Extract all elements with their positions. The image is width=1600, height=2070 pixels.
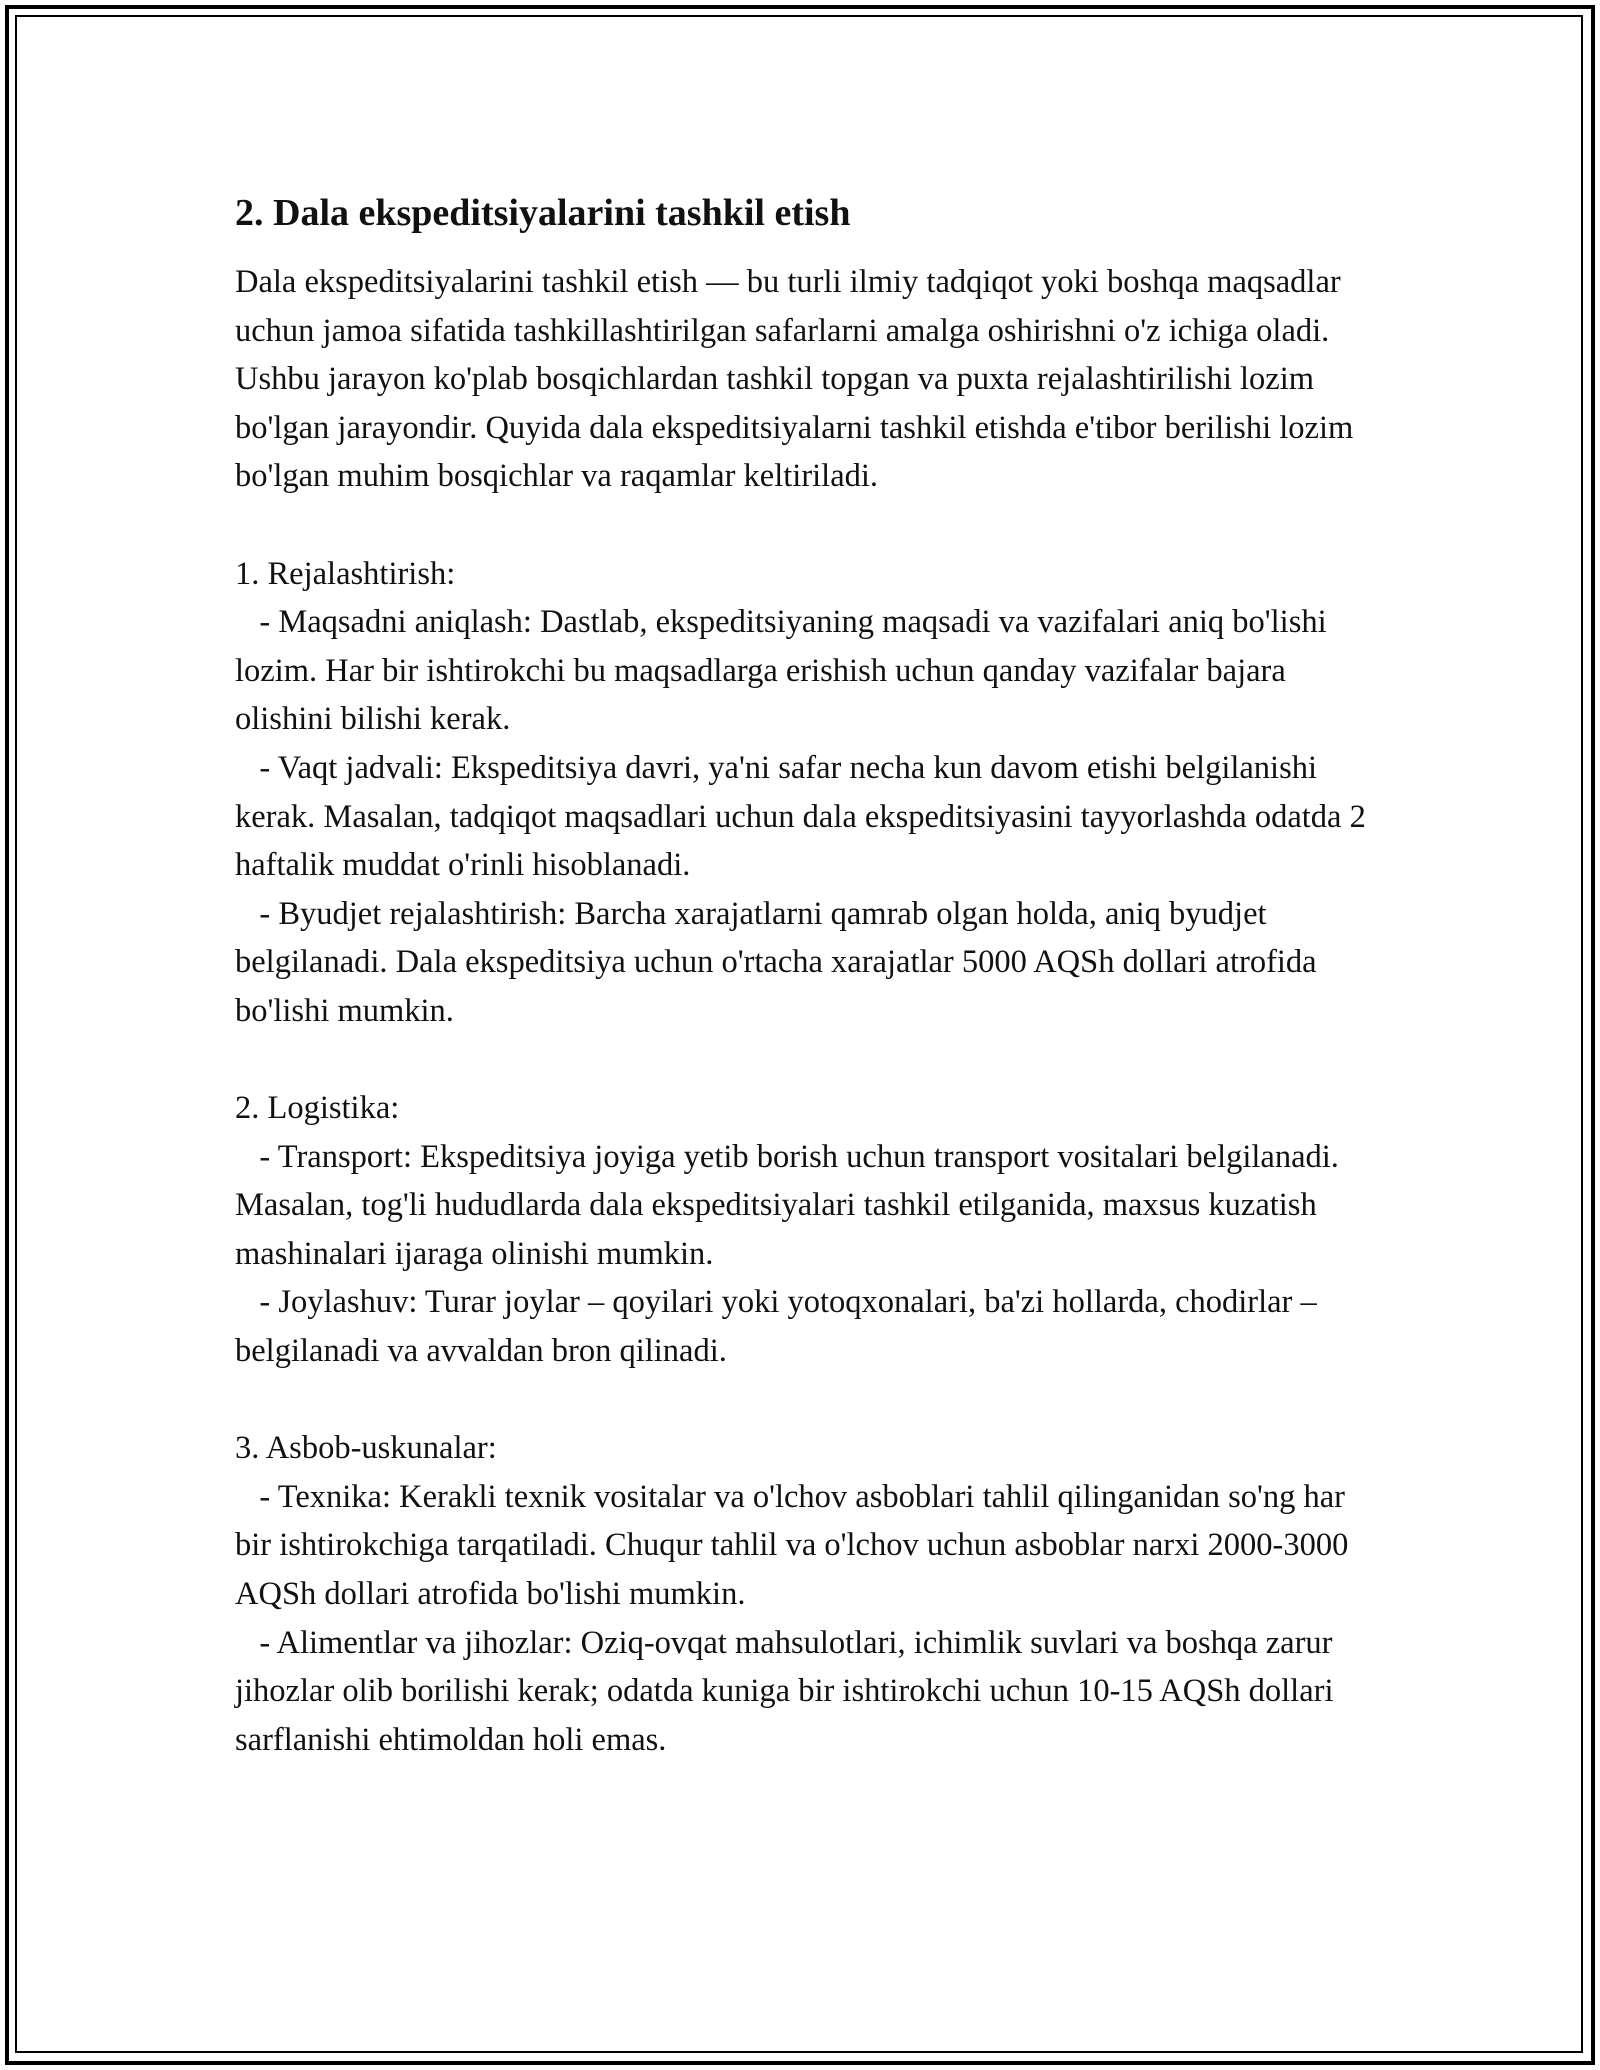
section-heading: 1. Rejalashtirish: <box>235 555 456 592</box>
list-item: - Alimentlar va jihozlar: Oziq-ovqat mahsulotlari, ichimlik suvlari va boshqa zarur jihozlar olib borilishi kerak; odatda kuniga bir ishtirokchi uchun 10-15 AQSh dollari sarflanishi ehtimoldan holi emas. <box>235 1624 1342 1758</box>
section-planning <box>235 550 1375 1036</box>
section-heading: 3. Asbob-uskunalar: <box>235 1430 497 1467</box>
list-item: - Byudjet rejalashtirish: Barcha xarajatlarni qamrab olgan holda, aniq byudjet belgilanadi. Dala ekspeditsiya uchun o'rtacha xarajatlar 5000 AQSh dollari atrofida bo'lishi mumkin. <box>235 895 1325 1029</box>
list-item: - Maqsadni aniqlash: Dastlab, ekspeditsiyaning maqsadi va vazifalari aniq bo'lishi lozim. Har bir ishtirokchi bu maqsadlarga erishish uchun qanday vazifalar bajara olishini bilishi kerak. <box>235 604 1335 738</box>
intro-paragraph: Dala ekspeditsiyalarini tashkil etish — bu turli ilmiy tadqiqot yoki boshqa maqsadlar uchun jamoa sifatida tashkillashtirilgan safarlarni amalga oshirishni o'z ichiga oladi. Ushbu jarayon ko'plab bosqichlardan tashkil topgan va puxta rejalashtirilishi lozim bo'lgan jarayondir. Quyida dala ekspeditsiyalarni tashkil etishda e'tibor berilishi lozim bo'lgan muhim bosqichlar va raqamlar keltiriladi. <box>235 264 1362 495</box>
section-heading: 2. Logistika: <box>235 1090 400 1127</box>
section-title: 2. Dala ekspeditsiyalarini tashkil etish <box>235 192 851 234</box>
document-body <box>235 188 1375 1764</box>
paragraph-spacer <box>235 1036 1375 1085</box>
section-logistics <box>235 1084 1375 1376</box>
section-equipment <box>235 1424 1375 1764</box>
list-item: - Transport: Ekspeditsiya joyiga yetib borish uchun transport vositalari belgilanadi. Masalan, tog'li hududlarda dala ekspeditsiyalari tashkil etilganida, maxsus kuzatish mashinalari ijaraga olinishi mumkin. <box>235 1138 1348 1272</box>
list-item: - Texnika: Kerakli texnik vositalar va o'lchov asboblari tahlil qilinganidan so'ng har bir ishtirokchiga tarqatiladi. Chuqur tahlil va o'lchov uchun asboblar narxi 2000-3000 AQSh dollari atrofida bo'lishi mumkin. <box>235 1478 1355 1613</box>
paragraph-spacer <box>235 1376 1375 1425</box>
paragraph-spacer <box>235 501 1375 550</box>
list-item: - Joylashuv: Turar joylar – qoyilari yoki yotoqxonalari, ba'zi hollarda, chodirlar – belgilanadi va avvaldan bron qilinadi. <box>235 1284 1325 1370</box>
list-item: - Vaqt jadvali: Ekspeditsiya davri, ya'ni safar necha kun davom etishi belgilanishi kerak. Masalan, tadqiqot maqsadlari uchun dala ekspeditsiyasini tayyorlashda odatda 2 haftalik muddat o'rinli hisoblanadi. <box>235 749 1374 884</box>
